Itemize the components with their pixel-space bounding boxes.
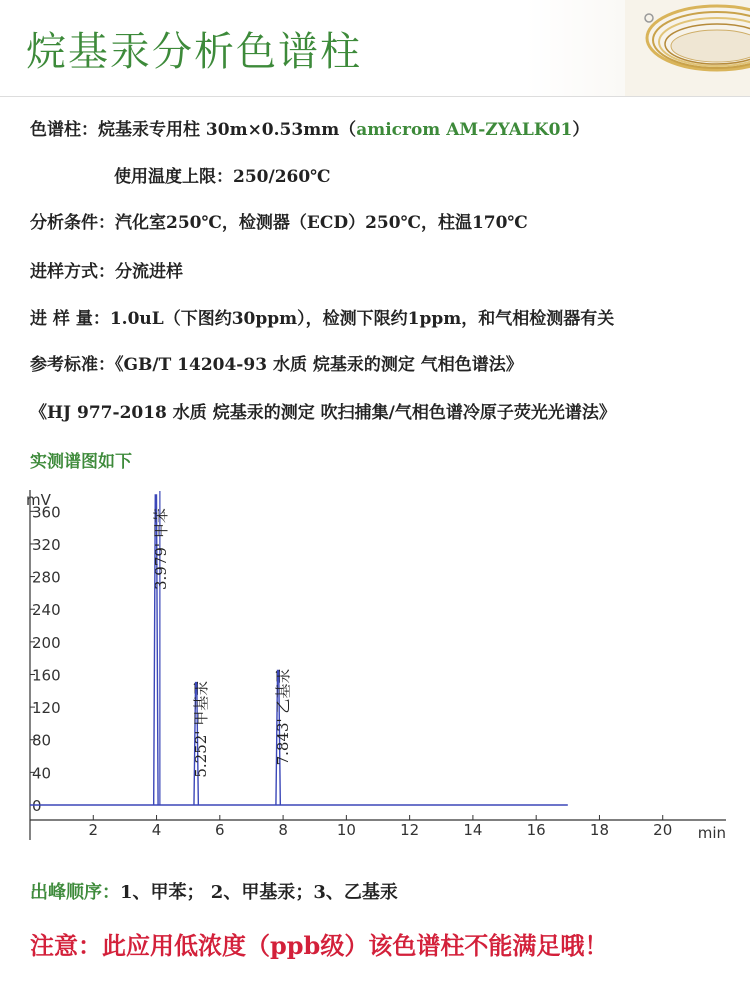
y-tick-label: 40 (32, 764, 52, 783)
column-coil-image (625, 0, 750, 96)
elution-label: 出峰顺序： (30, 882, 120, 903)
volume-label: 进 样 量： (30, 309, 110, 329)
y-tick-label: 320 (32, 535, 61, 554)
peak-label-1: 3.979' 甲苯 (151, 508, 170, 590)
chromatogram (0, 485, 750, 855)
header-divider (0, 96, 750, 97)
x-tick-label: 16 (526, 821, 546, 839)
y-tick-label: 360 (32, 503, 61, 522)
y-tick-label: 200 (32, 633, 61, 652)
x-tick-label: 14 (463, 821, 483, 839)
x-tick-label: 2 (88, 821, 99, 839)
x-tick-label: 20 (653, 821, 673, 839)
injection-value: 分流进样 (115, 262, 183, 282)
reference-value: 《GB/T 14204-93 水质 烷基汞的测定 气相色谱法》 (115, 355, 523, 375)
y-tick-label: 120 (32, 699, 61, 718)
y-tick-label: 280 (32, 568, 61, 587)
conditions (30, 208, 528, 233)
column-close: ） (572, 120, 590, 140)
reference-2: 《HJ 977-2018 水质 烷基汞的测定 吹扫捕集/气相色谱冷原子荧光光谱法》 (30, 403, 616, 423)
y-tick-label: 240 (32, 601, 61, 620)
warning-note: 注意：此应用低浓度（ppb级）该色谱柱不能满足哦！ (30, 931, 609, 960)
injection (30, 257, 183, 282)
x-tick-label: 4 (151, 821, 162, 839)
x-tick-label: 8 (278, 821, 288, 839)
chart-subtitle: 实测谱图如下 (30, 452, 132, 472)
reference-label: 参考标准： (30, 355, 115, 375)
volume-value: 1.0uL（下图约30ppm），检测下限约1ppm，和气相检测器有关 (109, 309, 615, 329)
column-brand: amicrom AM-ZYALK01 (356, 120, 573, 140)
injection-label: 进样方式： (30, 262, 115, 282)
x-tick-label: 12 (400, 821, 420, 839)
y-tick-label: 0 (32, 797, 42, 815)
header (0, 0, 750, 96)
peak-label-3: 7.843' 乙基汞 (274, 668, 293, 766)
x-tick-label: 10 (336, 821, 356, 839)
y-axis-label: mV (26, 491, 51, 509)
x-tick-label: 18 (589, 821, 610, 839)
reference (30, 350, 523, 375)
temp-limit: 使用温度上限：250/260℃ (114, 167, 331, 187)
column-value: 烷基汞专用柱 30m×0.53mm（ (98, 120, 357, 140)
column-label: 色谱柱： (30, 120, 98, 140)
x-tick-label: 6 (215, 821, 225, 839)
x-axis-label: min (697, 824, 726, 842)
conditions-label: 分析条件： (30, 213, 115, 233)
y-tick-label: 80 (32, 731, 52, 750)
column-spec (30, 115, 589, 140)
y-tick-label: 160 (32, 666, 61, 685)
elution-value: 1、甲苯； 2、甲基汞；3、乙基汞 (120, 882, 398, 903)
elution-order (30, 878, 398, 904)
conditions-value: 汽化室250℃，检测器（ECD）250℃，柱温170℃ (115, 213, 528, 233)
page-title: 烷基汞分析色谱柱 (26, 29, 362, 75)
volume (30, 304, 614, 329)
peak-label-2: 5.252' 甲基汞 (192, 680, 211, 778)
